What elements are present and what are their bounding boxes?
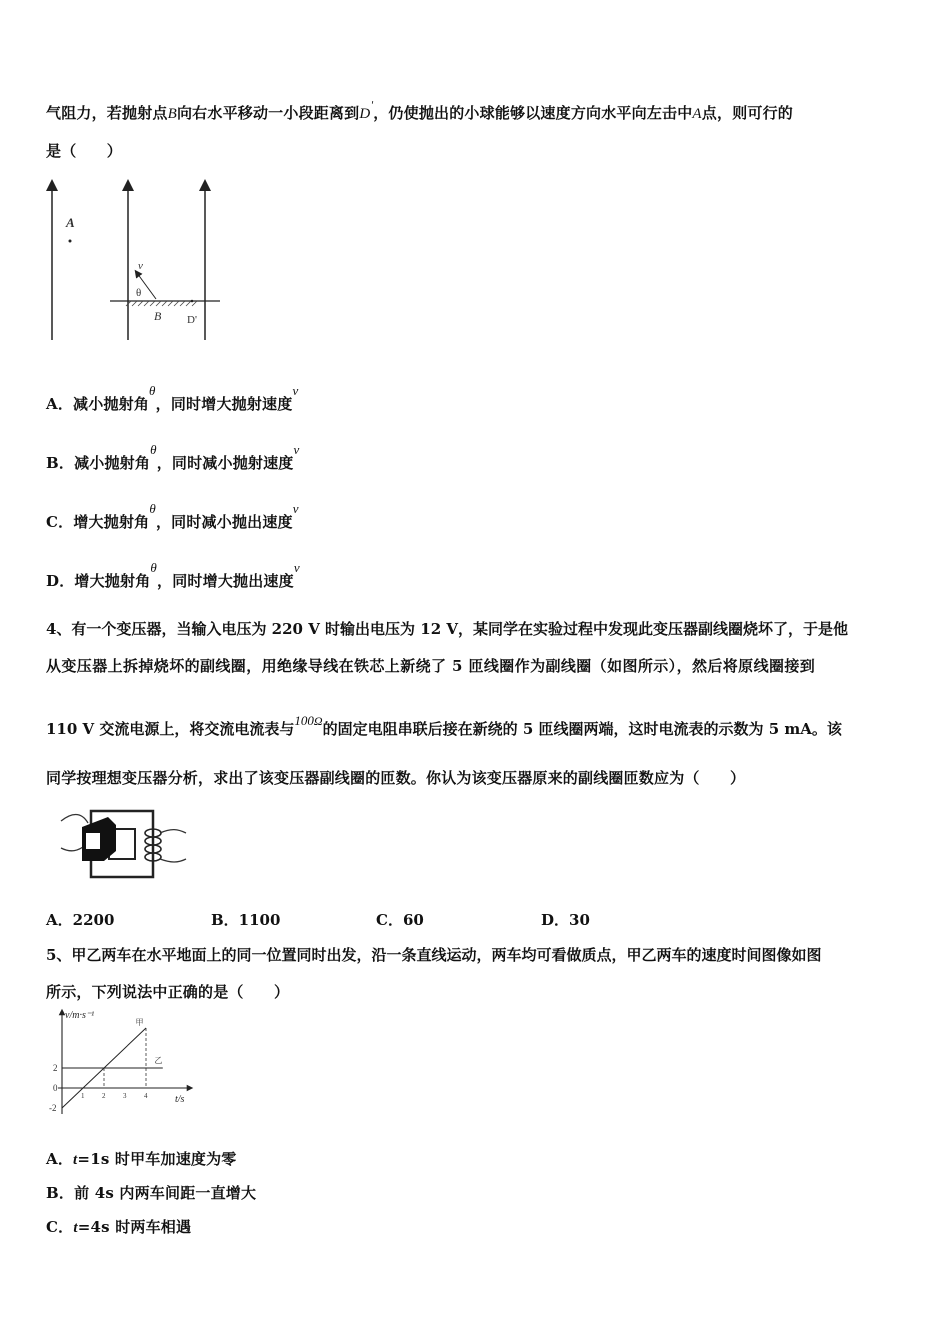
series-label: 甲 <box>135 1018 144 1027</box>
projectile-figure <box>40 175 230 350</box>
q4-text-line3: 110 V 交流电源上，将交流电流表与$100^\Omega$的固定电阻串联后接在新绕的 5 匝线圈两端，这时电流表的示数为 5 mA。该 <box>46 713 842 738</box>
theta-symbol: θ <box>149 383 156 398</box>
resistance-value: 100 <box>294 713 314 728</box>
y-tick-label: 2 <box>53 1063 58 1073</box>
point-B: B <box>167 106 177 122</box>
theta-symbol: θ <box>150 560 158 575</box>
x-tick-label: 4 <box>144 1092 148 1100</box>
theta-symbol: θ <box>150 442 157 457</box>
q5-text-line2: 所示，下列说法中正确的是（ ） <box>46 983 290 1001</box>
point-A: A <box>692 106 702 122</box>
v-symbol: v <box>293 560 300 575</box>
y-tick-label: -2 <box>49 1103 57 1113</box>
label-B: B <box>154 309 162 323</box>
q3-text-line2: 是（ ） <box>46 142 123 160</box>
theta-symbol: θ <box>149 501 156 516</box>
y-axis-label: v/m·s⁻¹ <box>65 1010 95 1021</box>
q5-option-b: B．前 4s 内两车间距一直增大 <box>46 1184 257 1202</box>
label-v: v <box>138 260 143 272</box>
q3-text-d: 点，则可行的 <box>701 104 793 122</box>
label-theta: θ <box>136 287 142 299</box>
q3-text-a: 气阻力，若抛射点 <box>46 104 168 122</box>
q3-option-d: D．增大抛射角θ，同时增大抛出速度v <box>46 560 300 590</box>
q4-text-line1: 4、有一个变压器，当输入电压为 220 V 时输出电压为 12 V，某同学在实验过程中发现此变压器副线圈烧坏了，于是他 <box>46 620 849 638</box>
point-D-dot <box>191 300 194 303</box>
series-label: 乙 <box>154 1056 163 1065</box>
label-D: D' <box>187 314 197 326</box>
q4-text-line4: 同学按理想变压器分析，求出了该变压器副线圈的匝数。你认为该变压器原来的副线圈匝数应为（ ） <box>46 769 746 787</box>
q5-option-c: C．t=4s 时两车相遇 <box>46 1218 192 1236</box>
q4-option-c: C．60 <box>376 911 424 929</box>
q4-option-a: A．2200 <box>46 911 115 929</box>
q3-option-c: C．增大抛射角θ，同时减小抛出速度v <box>46 501 299 531</box>
point-D: D <box>359 106 371 122</box>
v-symbol: v <box>293 442 300 457</box>
label-A: A <box>66 215 75 230</box>
q3-text-b: 向右水平移动一小段距离到 <box>176 104 360 122</box>
v-symbol: v <box>292 501 299 516</box>
q3-option-b: B．减小抛射角θ，同时减小抛射速度v <box>46 442 300 472</box>
q3-option-a: A．减小抛射角θ，同时增大抛射速度v <box>46 383 299 413</box>
transformer-figure <box>56 803 191 883</box>
q4-text-line2: 从变压器上拆掉烧坏的副线圈，用绝缘导线在铁芯上新绕了 5 匝线圈作为副线圈（如图所示），然后将原线圈接到 <box>46 657 816 675</box>
velocity-time-chart <box>42 1006 202 1118</box>
q3-text-line1: 气阻力，若抛射点B向右水平移动一小段距离到$D^ʹ$，仍使抛出的小球能够以速度方向水平向左击中A点，则可行的 <box>46 98 793 122</box>
x-tick-label: 1 <box>81 1092 85 1100</box>
q3-text-c: ，仍使抛出的小球能够以速度方向水平向左击中 <box>373 104 693 122</box>
point-A-dot <box>69 240 72 243</box>
x-axis-label: t/s <box>175 1094 185 1105</box>
q5-text-line1: 5、甲乙两车在水平地面上的同一位置同时出发，沿一条直线运动，两车均可看做质点，甲乙两车的速度时间图像如图 <box>46 946 822 964</box>
q4-option-b: B．1100 <box>211 911 281 929</box>
y-tick-label: 0 <box>53 1083 58 1093</box>
ground-hatch <box>126 301 197 306</box>
x-tick-label: 2 <box>102 1092 106 1100</box>
v-symbol: v <box>292 383 299 398</box>
q5-option-a: A．t=1s 时甲车加速度为零 <box>46 1150 237 1168</box>
q4-option-d: D．30 <box>541 911 590 929</box>
x-tick-label: 3 <box>123 1092 127 1100</box>
